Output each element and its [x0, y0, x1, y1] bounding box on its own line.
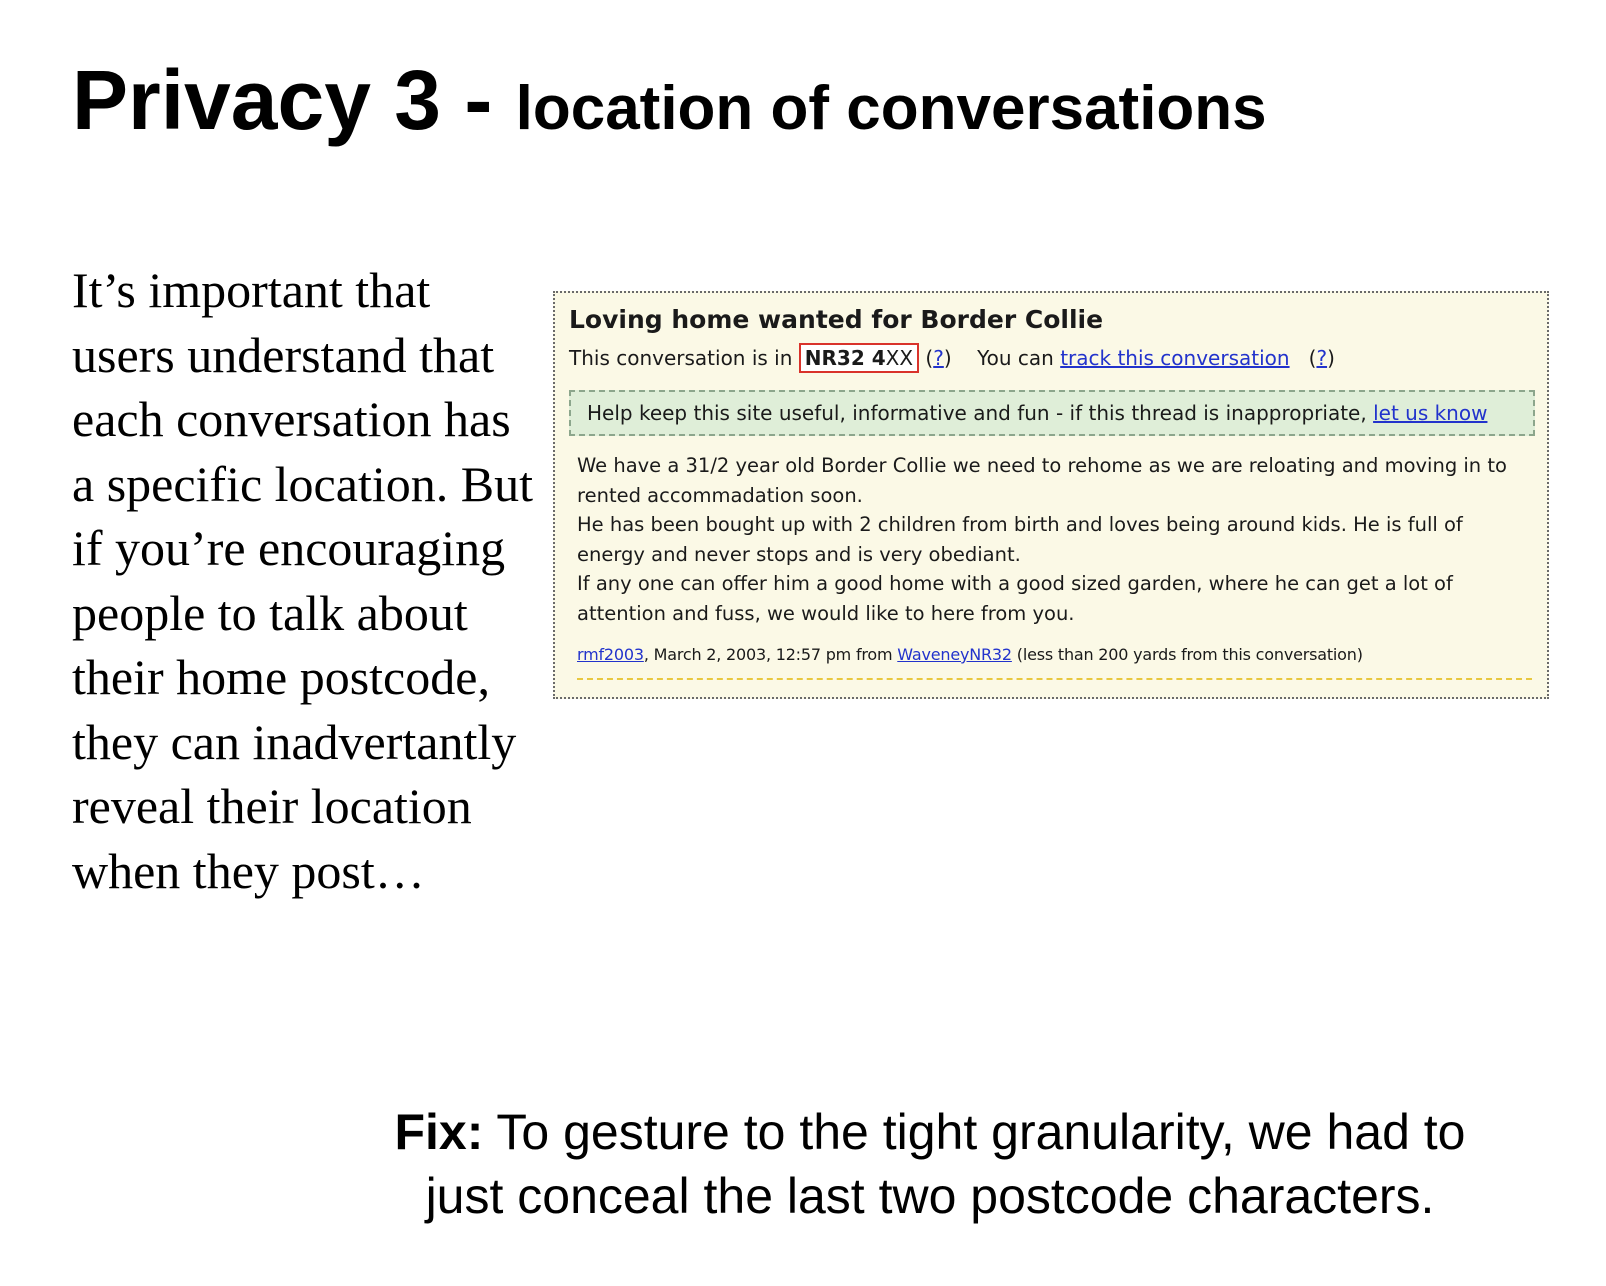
fix-description: To gesture to the tight granularity, we had to just conceal the last two postcode characters. [425, 1104, 1466, 1224]
message-line: We have a 31/2 year old Border Collie we need to rehome as we are reloating and moving in to rented accommadation soon. [577, 454, 1507, 507]
slide-title-sub: location of conversations [515, 74, 1267, 143]
location-prefix: This conversation is in [569, 346, 799, 370]
post-byline [577, 645, 1363, 664]
author-location-link[interactable]: WaveneyNR32 [897, 645, 1012, 664]
postcode-highlight [799, 343, 919, 373]
report-notice-text: Help keep this site useful, informative and fun - if this thread is inappropriate, [587, 401, 1374, 425]
fix-label: Fix: [394, 1104, 484, 1160]
location-help-link[interactable]: ? [933, 346, 944, 370]
conversation-title: Loving home wanted for Border Collie [569, 305, 1104, 334]
conversation-screenshot [553, 291, 1549, 699]
report-notice [569, 390, 1535, 436]
slide-title [72, 53, 1267, 147]
author-link[interactable]: rmf2003 [577, 645, 644, 664]
post-date: , March 2, 2003, 12:57 pm from [643, 645, 898, 664]
post-distance: (less than 200 yards from this conversation) [1011, 645, 1363, 664]
you-can-label: You can [977, 346, 1061, 370]
report-link[interactable]: let us know [1373, 401, 1488, 425]
track-conversation-link[interactable]: track this conversation [1060, 346, 1290, 370]
conversation-location-line: This conversation is in NR32 4XX (?) You can track this conversation (?) [569, 343, 1335, 373]
conversation-message [577, 451, 1532, 628]
fix-statement [360, 1100, 1500, 1228]
message-line: He has been bought up with 2 children from birth and loves being around kids. He is full of energy and never stops and is very obediant. [577, 513, 1463, 566]
postcode-masked: XX [885, 346, 914, 370]
track-help-link[interactable]: ? [1316, 346, 1328, 370]
slide-title-main: Privacy 3 - [72, 53, 516, 147]
postcode-visible: NR32 4 [804, 346, 886, 370]
message-line: If any one can offer him a good home with a good sized garden, where he can get a lot of attention and fuss, we would like to here from you. [577, 572, 1453, 625]
slide-body-text: It’s important that users understand that each conversation has a specific location. But if you’re encouraging people to talk about their home postcode, they can inadvertantly reveal their location when they post… [72, 262, 533, 899]
divider [577, 678, 1532, 680]
